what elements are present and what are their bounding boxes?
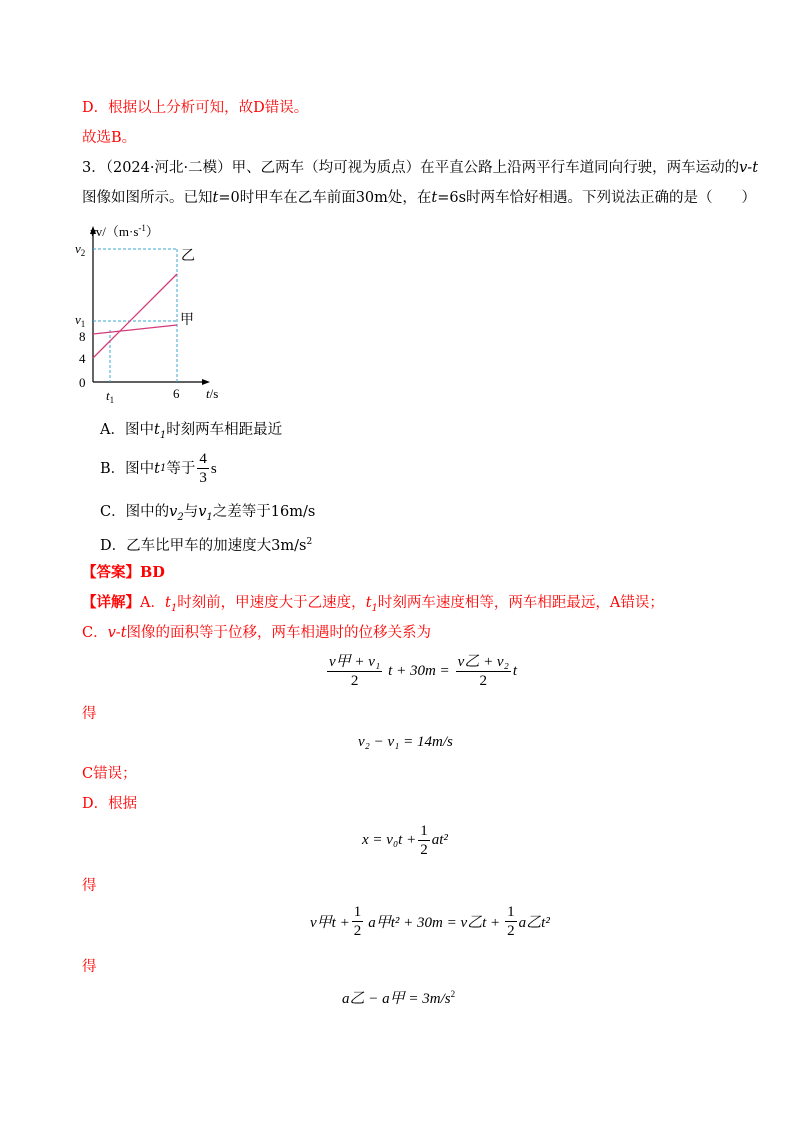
d-according: D．根据 (82, 796, 138, 812)
de-2: 得 (82, 878, 97, 894)
option-c: C．图中的$v_2$与$v_1$之差等于16m/s (100, 504, 316, 523)
tick-v1: $v_1$ (75, 312, 86, 329)
option-b: B．图中 t 1 等于 $\frac{4}{3}$ s (100, 451, 217, 486)
tick-0: 0 (79, 375, 86, 390)
option-a: A．图中$t_1$时刻两车相距最近 (100, 422, 283, 441)
tick-8: 8 (79, 329, 86, 344)
question-number: 3． (82, 160, 106, 176)
de-3: 得 (82, 959, 97, 975)
equation-meeting: v甲t + $\frac{1}{2}$ a甲t² + 30m = v乙t + $\frac{1}{2}$ a乙t² (310, 904, 550, 939)
series-jia-line (93, 325, 177, 334)
tick-4: 4 (79, 351, 86, 366)
x-axis-label: t/s (206, 386, 219, 401)
question-3-line1 (82, 158, 758, 178)
question-3-line2 (82, 188, 756, 208)
x-axis-arrow (202, 379, 210, 385)
answer-label: 【答案】BD (82, 564, 165, 581)
tick-6: 6 (173, 386, 180, 401)
tick-v2: $v_2$ (75, 241, 86, 258)
question-text-b: 图像如图所示。已知 (82, 190, 213, 206)
equation-displacement: $\frac{\text{v甲 + v₁}}{2}$ t + 30m = $\frac{\text{v乙 + v₂}}{2}$ t (329, 654, 517, 689)
vt-graph (60, 222, 230, 407)
y-axis-label: $vv/(m\cdot s^{-1})$ (90, 223, 159, 239)
de-1: 得 (82, 706, 97, 722)
question-text-c: =0时甲车在乙车前面30m处，在 (218, 190, 432, 206)
detail-a: 【详解】A．$t_1$时刻前，甲速度大于乙速度，$t_1$时刻两车速度相等，两车相距最远，A错误； (82, 594, 664, 614)
option-d: D．乙车比甲车的加速度大$3m/s^2$ (100, 537, 313, 554)
line-choose-b: 故选B。 (82, 130, 137, 146)
question-text-d: =6s时两车恰好相遇。下列说法正确的是（ ） (437, 190, 757, 206)
equation-accel-diff: a乙 − a甲 = $3m/s^2$ (342, 989, 456, 1007)
equation-v2-minus-v1: v₂ − v₁ = 14m/s (358, 734, 453, 750)
line-d-conclusion: D．根据以上分析可知，故D错误。 (82, 100, 309, 116)
label-jia: 甲 (180, 313, 194, 328)
tick-t1: $t_1$ (106, 388, 115, 405)
question-text-a: （2024·河北·二模）甲、乙两车（均可视为质点）在平直公路上沿两平行车道同向行驶，两车运动的 (105, 160, 740, 176)
t-symbol: t (431, 190, 438, 206)
series-yi-line (93, 274, 177, 358)
equation-kinematics: x = v₀t + $\frac{1}{2}$ at² (362, 823, 448, 858)
label-yi: 乙 (181, 249, 195, 264)
t-symbol: t (212, 190, 219, 206)
c-wrong: C错误； (82, 766, 137, 782)
vt-text: v-t (739, 160, 759, 176)
detail-c-line: C．v-t图像的面积等于位移，两车相遇时的位移关系为 (82, 625, 432, 641)
fraction-4-3: $\frac{4}{3}$ (199, 451, 207, 486)
